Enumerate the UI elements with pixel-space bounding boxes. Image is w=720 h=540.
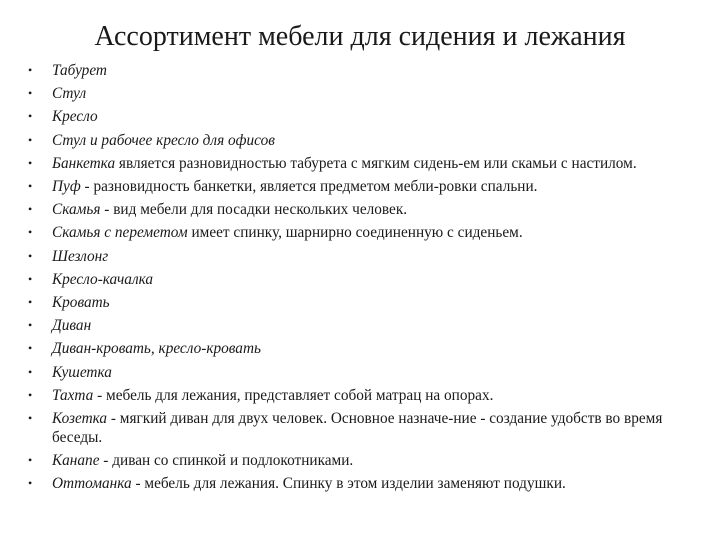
- item-term: Диван: [52, 317, 92, 335]
- item-term: Банкетка: [52, 154, 116, 172]
- item-description: - вид мебели для посадки нескольких человек.: [100, 201, 408, 219]
- item-term: Канапе: [52, 452, 100, 470]
- item-term: Кресло: [52, 108, 98, 126]
- item-term: Стул и рабочее кресло для офисов: [52, 131, 275, 149]
- item-term: Оттоманка: [52, 475, 132, 493]
- bullet-icon: •: [28, 387, 33, 402]
- bullet-icon: •: [28, 318, 33, 333]
- item-term: Кушетка: [52, 363, 112, 381]
- slide-title: Ассортимент мебели для сидения и лежания: [94, 21, 626, 52]
- list-item: [0, 268, 720, 291]
- item-term: Стул: [52, 85, 87, 103]
- bullet-icon: •: [28, 341, 33, 356]
- bullet-icon: •: [28, 63, 33, 77]
- bullet-list: [0, 59, 720, 495]
- list-item: [0, 175, 720, 198]
- item-term: Скамья с переметом: [52, 224, 188, 242]
- item-description: - мягкий диван для двух человек. Основное назначе-ние - создание удобств во время беседы.: [52, 410, 663, 447]
- bullet-icon: •: [28, 132, 33, 147]
- list-item: [0, 337, 720, 360]
- list-item: [0, 245, 720, 268]
- bullet-icon: •: [28, 179, 33, 194]
- list-item: [0, 105, 720, 128]
- list-item: [0, 82, 720, 105]
- bullet-icon: •: [28, 411, 33, 426]
- bullet-icon: •: [28, 225, 33, 240]
- list-item: [0, 152, 720, 175]
- item-term: Скамья: [52, 201, 101, 219]
- list-item: [0, 198, 720, 221]
- item-term: Диван-кровать, кресло-кровать: [52, 340, 261, 358]
- list-item: [0, 449, 720, 472]
- bullet-icon: •: [28, 109, 33, 124]
- list-item: [0, 472, 720, 495]
- list-item: [0, 59, 720, 82]
- bullet-icon: •: [28, 271, 33, 286]
- item-term: Табурет: [52, 62, 107, 79]
- item-term: Тахта: [52, 386, 94, 404]
- list-item: [0, 221, 720, 244]
- list-item: [0, 361, 720, 384]
- item-description: является разновидностью табурета с мягким сидень-ем или скамьи с настилом.: [115, 154, 637, 172]
- bullet-icon: •: [28, 476, 33, 491]
- list-item: [0, 291, 720, 314]
- bullet-icon: •: [28, 295, 33, 310]
- item-term: Козетка: [52, 410, 108, 428]
- item-term: Шезлонг: [52, 247, 109, 265]
- item-description: - мебель для лежания. Спинку в этом изделии заменяют подушки.: [131, 475, 566, 493]
- bullet-icon: •: [28, 202, 33, 217]
- bullet-icon: •: [28, 364, 33, 379]
- item-description: - разновидность банкетки, является предметом мебли-ровки спальни.: [80, 178, 538, 196]
- item-description: имеет спинку, шарнирно соединенную с сиденьем.: [187, 224, 523, 242]
- bullet-icon: •: [28, 86, 33, 101]
- bullet-icon: •: [28, 453, 33, 468]
- list-item: [0, 314, 720, 337]
- bullet-icon: •: [28, 248, 33, 263]
- item-term: Пуф: [52, 178, 81, 196]
- item-term: Кровать: [52, 294, 110, 312]
- list-item: [0, 129, 720, 152]
- bullet-icon: •: [28, 155, 33, 170]
- list-item: [0, 407, 720, 449]
- item-description: - мебель для лежания, представляет собой матрац на опорах.: [93, 386, 494, 404]
- item-term: Кресло-качалка: [52, 270, 154, 288]
- list-item: [0, 384, 720, 407]
- item-description: - диван со спинкой и подлокотниками.: [99, 452, 354, 470]
